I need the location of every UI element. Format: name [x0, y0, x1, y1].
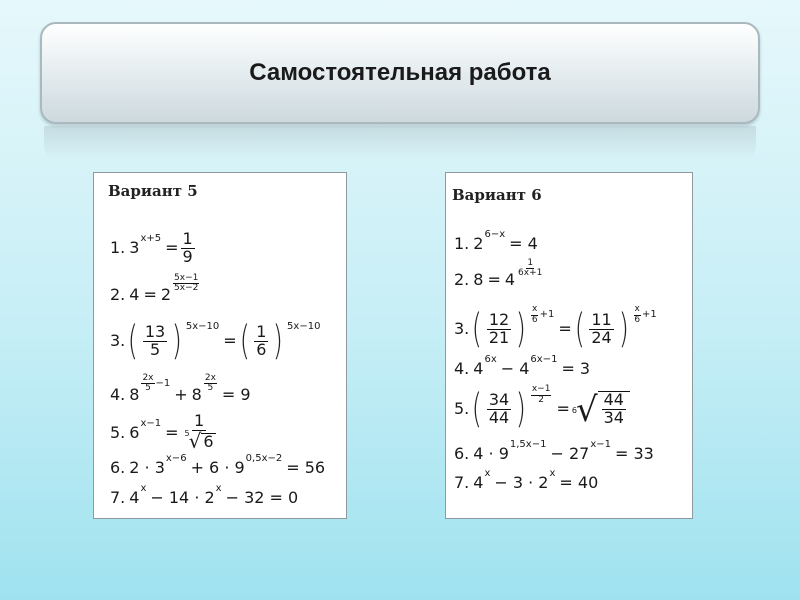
v5-problem-5: 5. 6 x−1 = 1 5 √ 6 — [110, 411, 214, 453]
v5-problem-2: 2. 4 = 2 $\frac{5x-1}{5x-2}$ — [110, 273, 199, 304]
v6-problem-5: 5. ( $\frac{34}{44}$ ) $\frac{x-1}{2}$ = 6 √ $\frac{44}{34}$ — [454, 391, 630, 427]
page-title: Самостоятельная работа — [249, 59, 551, 86]
banner-reflection — [44, 126, 756, 160]
v6-problem-4: 4. 4 6x − 4 6x−1 = 3 — [454, 354, 591, 378]
exponent-fraction: $\frac{5x-1}{5x-2}$ — [174, 273, 199, 294]
variant-5-card — [93, 172, 347, 519]
variant-5-heading: Вариант 5 — [108, 182, 198, 200]
fraction: $\frac{1}{9}$ — [182, 229, 193, 266]
v6-problem-6: 6. 4 · 9 1,5x−1 − 27 x−1 = 33 — [454, 439, 654, 463]
v6-problem-1: 1. 2 6−x = 4 — [454, 229, 538, 253]
v6-problem-7: 7. 4 x − 3 · 2 x = 40 — [454, 468, 599, 492]
v6-problem-3: 3. ( $\frac{12}{21}$ ) $\frac{x}{6}$ +1 = ( $\frac{11}{24}$ ) $\frac{x}{6}$ +1 — [454, 304, 657, 352]
variant-6-heading: Вариант 6 — [452, 186, 542, 204]
root: 6 √ $\frac{44}{34}$ — [572, 391, 630, 427]
v5-problem-4: 4. 8 $\frac{2x}{5}$ −1 + 8 $\frac{2x}{5}$ = 9 — [110, 373, 251, 404]
v5-problem-3: 3. ( $\frac{13}{5}$ ) 5x−10 = ( $\frac{1}{6}$ ) 5x−10 — [110, 318, 321, 364]
v5-problem-6: 6. 2 · 3 x−6 + 6 · 9 0,5x−2 = 56 — [110, 453, 326, 477]
v5-problem-1: 1. 3 x+5 = $\frac{1}{9}$ — [110, 229, 193, 266]
variant-6-card — [445, 172, 693, 519]
v5-problem-7: 7. 4 x − 14 · 2 x − 32 = 0 — [110, 483, 299, 507]
root: 5 √ 6 — [184, 428, 214, 453]
title-banner — [40, 22, 760, 124]
v6-problem-2: 2. 8 = 4 $\frac{1}{6x+1}$ — [454, 258, 543, 289]
